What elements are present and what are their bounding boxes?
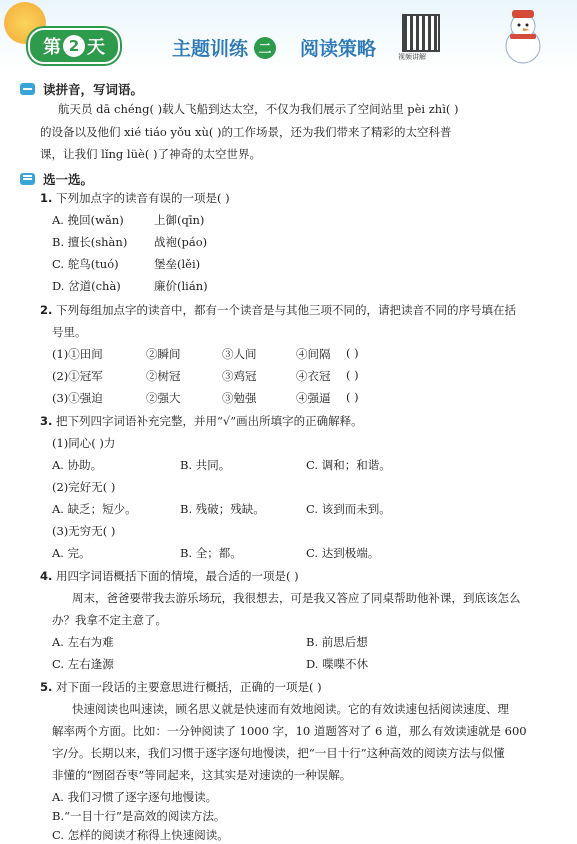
badge-prefix: 第 <box>43 37 61 58</box>
q1-stem <box>40 190 230 206</box>
q3-item1-opt-a: A. 协助。 <box>52 458 103 472</box>
q4-number: 4. <box>40 569 53 583</box>
q2-row2-blank[interactable]: ( ) <box>346 368 359 382</box>
q2-row3-b: ②强大 <box>146 391 181 405</box>
q2-row2-d: ④衣冠 <box>296 369 331 383</box>
q2-stem <box>40 302 516 318</box>
q3-item3-opt-a: A. 完。 <box>52 546 91 560</box>
q5-number: 5. <box>40 680 53 694</box>
q3-text: 把下列四字词语补充完整，并用“√”画出所填字的正确解释。 <box>56 414 363 428</box>
q4-option-a: A. 左右为难 <box>52 635 114 649</box>
q3-item2-opt-c: C. 该到而未到。 <box>306 502 391 516</box>
q1-option-a-1: A. 挽回(wǎn) <box>52 213 124 227</box>
section-2-title: 选一选。 <box>43 172 94 187</box>
section-1-icon <box>20 83 35 95</box>
q1-option-d-1: D. 岔道(chà) <box>52 279 121 293</box>
title-part2: 阅读策略 <box>300 38 377 60</box>
qr-caption: 视频讲解 <box>398 53 426 61</box>
q3-item2-opt-a: A. 缺乏；短少。 <box>52 502 137 516</box>
q2-row1-b: ②瞬间 <box>146 347 181 361</box>
q1-text: 下列加点字的读音有误的一项是( ) <box>56 191 230 205</box>
q2-row1-a: (1)①田间 <box>52 347 103 361</box>
q2-row1-c: ③人间 <box>222 347 257 361</box>
q2-row3-d: ④强逼 <box>296 391 331 405</box>
q2-row3-a: (3)①强迫 <box>52 391 103 405</box>
q4-option-b: B. 前思后想 <box>306 635 368 649</box>
section-1-line-3: 课，让我们 lǐng lüè( )了神奇的太空世界。 <box>40 147 261 161</box>
q3-stem <box>40 413 363 429</box>
q3-item1-opt-c: C. 调和；和谐。 <box>306 458 391 472</box>
q5-stem <box>40 679 322 695</box>
q2-text-1: 下列每组加点字的读音中，都有一个读音是与其他三项不同的，请把读音不同的序号填在括 <box>56 303 517 317</box>
q1-option-b-2: 战袍(páo) <box>154 235 208 249</box>
day-badge <box>28 28 120 64</box>
q4-text: 用四字词语概括下面的情境，最合适的一项是( ) <box>56 569 299 583</box>
title-part1: 主题训练 <box>172 38 249 60</box>
q2-row3-c: ③勉强 <box>222 391 257 405</box>
q4-para-2: 办？我拿不定主意了。 <box>52 613 167 627</box>
q3-item3-opt-b: B. 全；都。 <box>180 546 242 560</box>
q2-row1-d: ④间隔 <box>296 347 331 361</box>
q5-option-c: C. 怎样的阅读才称得上快速阅读。 <box>52 828 229 842</box>
q1-option-b-1: B. 擅长(shàn) <box>52 235 128 249</box>
qr-code-icon[interactable] <box>402 14 440 52</box>
q4-stem <box>40 568 299 584</box>
q5-text: 对下面一段话的主要意思进行概括，正确的一项是( ) <box>56 680 322 694</box>
section-1-line-1: 航天员 dā chéng( )载人飞船到达太空，不仅为我们展示了空间站里 pèi zhì( ) <box>58 102 459 116</box>
section-1-title: 读拼音，写词语。 <box>43 82 144 97</box>
q1-option-c-2: 堡垒(lěi) <box>154 257 201 271</box>
page-title <box>172 34 376 61</box>
q1-number: 1. <box>40 191 53 205</box>
q4-para-1: 周末，爸爸要带我去游乐场玩，我很想去，可是我又答应了同桌帮助他补课，到底该怎么 <box>72 591 521 605</box>
q2-row2-c: ③鸡冠 <box>222 369 257 383</box>
q2-row1-blank[interactable]: ( ) <box>346 346 359 360</box>
q1-option-c-1: C. 鸵鸟(tuó) <box>52 257 119 271</box>
q3-item2-opt-b: B. 残破；残缺。 <box>180 502 265 516</box>
q3-item3-opt-c: C. 达到极端。 <box>306 546 380 560</box>
q2-row2-b: ②树冠 <box>146 369 181 383</box>
badge-suffix: 天 <box>87 37 105 58</box>
section-2-icon <box>20 173 35 185</box>
q3-number: 3. <box>40 414 53 428</box>
q2-row3-blank[interactable]: ( ) <box>346 390 359 404</box>
section-2-heading <box>20 170 93 188</box>
title-number: 二 <box>254 37 276 59</box>
q3-item1-word: (1)同心( )力 <box>52 436 116 450</box>
q2-row2-a: (2)①冠军 <box>52 369 103 383</box>
q3-item3-word: (3)无穷无( ) <box>52 524 116 538</box>
q1-option-a-2: 上御(qīn) <box>154 213 205 227</box>
q2-text-2: 号里。 <box>52 325 87 339</box>
snowman-icon <box>492 6 554 66</box>
q5-para-3: 字/分。长期以来，我们习惯于逐字逐句地慢读，把“一目十行”这种高效的阅读方法与似懂 <box>52 746 505 760</box>
q4-option-d: D. 喋喋不休 <box>306 657 369 671</box>
q5-para-2: 解率两个方面。比如：一分钟阅读了 1000 字，10 道题答对了 6 道，那么有效读速就是 600 <box>52 724 527 738</box>
q5-para-4: 非懂的“囫囵吞枣”等同起来，这其实是对速读的一种误解。 <box>52 768 352 782</box>
q2-number: 2. <box>40 303 53 317</box>
q5-option-a: A. 我们习惯了逐字逐句地慢读。 <box>52 790 218 804</box>
page-header <box>0 0 577 72</box>
q3-item2-word: (2)完好无( ) <box>52 480 116 494</box>
q5-option-b: B.“一目十行”是高效的阅读方法。 <box>52 809 226 823</box>
q1-option-d-2: 廉价(lián) <box>154 279 208 293</box>
badge-day-number: 2 <box>63 35 85 57</box>
q4-option-c: C. 左右逢源 <box>52 657 114 671</box>
section-1-line-2: 的设备以及他们 xié tiáo yǒu xù( )的工作场景，还为我们带来了精彩的太空科普 <box>40 125 452 139</box>
q5-para-1: 快速阅读也叫速读，顾名思义就是快速而有效地阅读。它的有效读速包括阅读速度、理 <box>72 702 509 716</box>
q3-item1-opt-b: B. 共同。 <box>180 458 231 472</box>
section-1-heading <box>20 80 143 98</box>
